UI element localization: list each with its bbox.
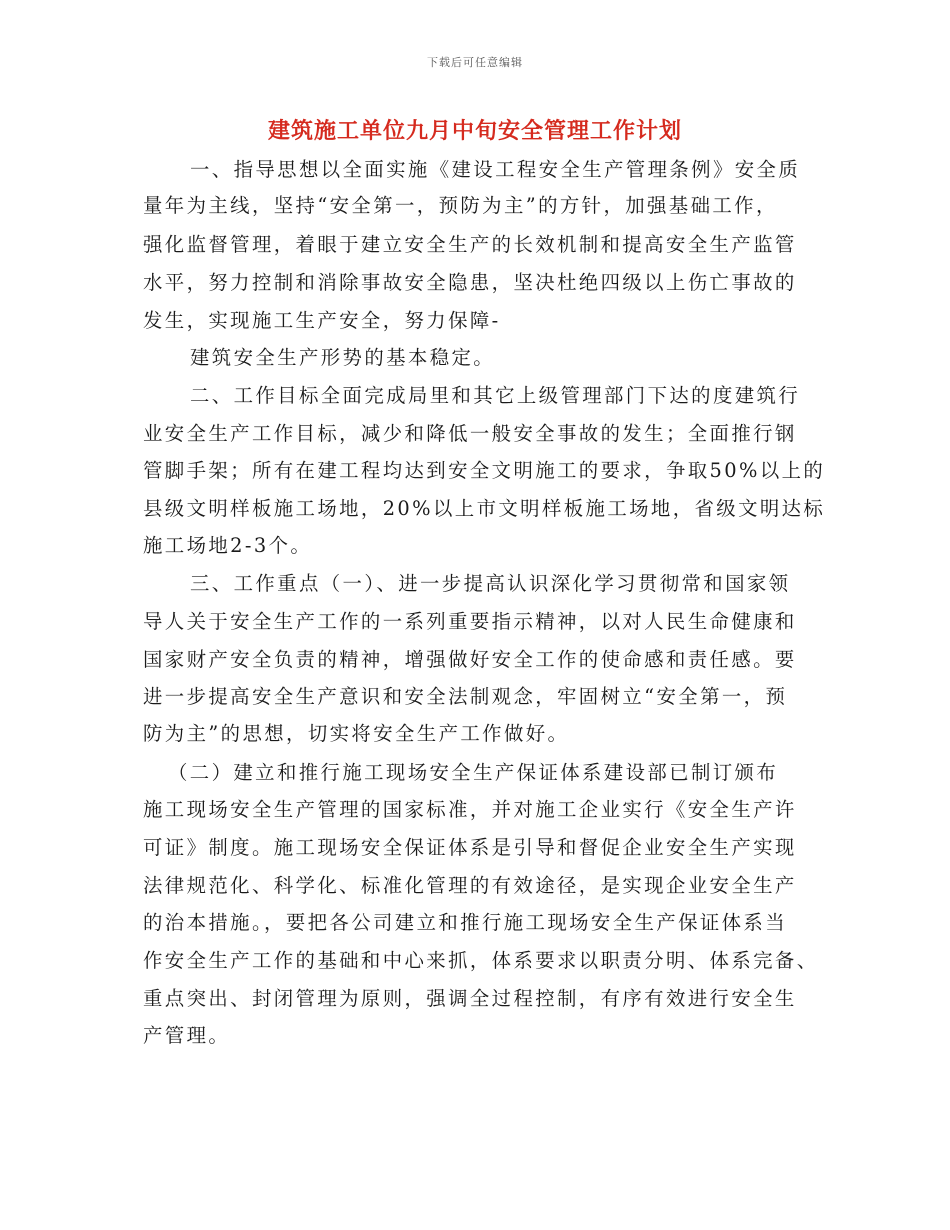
body-line: 三、工作重点（一）、进一步提高认识深化学习贯彻常和国家领 xyxy=(190,572,791,595)
body-line: 业安全生产工作目标，减少和降低一般安全事故的发生；全面推行钢 xyxy=(143,422,797,445)
body-line: 导人关于安全生产工作的一系列重要指示精神，以对人民生命健康和 xyxy=(143,610,797,633)
body-line: 国家财产安全负责的精神，增强做好安全工作的使命感和责任感。要 xyxy=(143,648,797,671)
body-line: 发生，实现施工生产安全，努力保障- xyxy=(143,309,501,332)
body-line: 施工现场安全生产管理的国家标准，并对施工企业实行《安全生产许 xyxy=(143,798,797,821)
body-line: 施工场地2-3个。 xyxy=(143,534,313,557)
body-line: 可证》制度。施工现场安全保证体系是引导和督促企业安全生产实现 xyxy=(143,836,797,859)
body-line: （二）建立和推行施工现场安全生产保证体系建设部已制订颁布 xyxy=(168,761,779,784)
body-line: 建筑安全生产形势的基本稳定。 xyxy=(190,346,496,369)
body-line: 重点突出、封闭管理为原则，强调全过程控制，有序有效进行安全生 xyxy=(143,987,797,1010)
body-line: 产管理。 xyxy=(143,1024,231,1047)
body-line: 强化监督管理，着眼于建立安全生产的长效机制和提高安全生产监管 xyxy=(143,233,797,256)
body-line: 防为主”的思想，切实将安全生产工作做好。 xyxy=(143,722,570,745)
body-line: 县级文明样板施工场地，20%以上市文明样板施工场地，省级文明达标 xyxy=(143,497,826,520)
body-line: 法律规范化、科学化、标准化管理的有效途径，是实现企业安全生产 xyxy=(143,874,797,897)
body-line: 二、工作目标全面完成局里和其它上级管理部门下达的度建筑行 xyxy=(190,384,801,407)
body-line: 一、指导思想以全面实施《建设工程安全生产管理条例》安全质 xyxy=(190,158,801,181)
body-line: 管脚手架；所有在建工程均达到安全文明施工的要求，争取50%以上的 xyxy=(143,459,826,482)
body-line: 进一步提高安全生产意识和安全法制观念，牢固树立“安全第一，预 xyxy=(143,685,788,708)
body-line: 水平，努力控制和消除事故安全隐患，坚决杜绝四级以上伤亡事故的 xyxy=(143,271,797,294)
document-title: 建筑施工单位九月中旬安全管理工作计划 xyxy=(267,119,682,144)
body-line: 作安全生产工作的基础和中心来抓，体系要求以职责分明、体系完备、 xyxy=(143,949,819,972)
body-line: 的治本措施。，要把各公司建立和推行施工现场安全生产保证体系当 xyxy=(143,911,788,934)
body-line: 量年为主线，坚持“安全第一，预防为主”的方针，加强基础工作， xyxy=(143,194,778,217)
header-note: 下载后可任意编辑 xyxy=(427,56,523,69)
